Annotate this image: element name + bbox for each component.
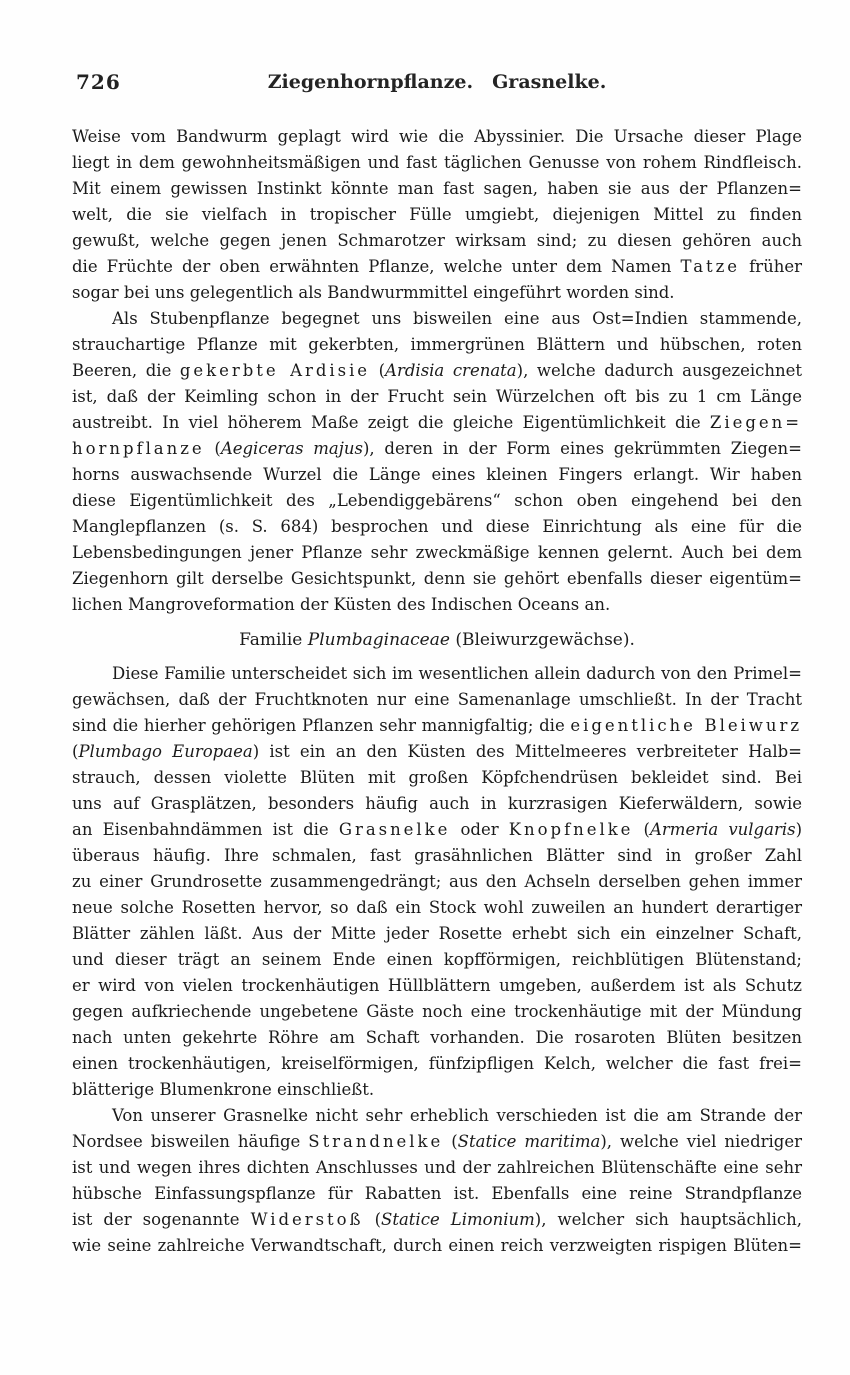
text-line [72,358,802,384]
body-text: ist, daß der Keimling schon in der Frucht sein Würzelchen oft bis zu 1 cm Länge [72,387,802,406]
body-text: hübsche Einfassungspflanze für Rabatten ist. Ebenfalls eine reine Strandpflanze [72,1184,802,1203]
body-text: ( [370,361,386,380]
running-head: Ziegenhornpflanze. Grasnelke. [267,71,607,93]
body-text: liegt in dem gewohnheitsmäßigen und fast täglichen Genusse von rohem Rindfleisch. [72,153,802,172]
page-header [72,70,802,98]
body-text: Beeren, die [72,361,180,380]
text-line [72,228,802,254]
body-text: Weise vom Bandwurm geplagt wird wie die Abyssinier. Die Ursache dieser Plage [72,127,802,146]
body-text: gewächsen, daß der Fruchtknoten nur eine Samenanlage umschließt. In der Tracht [72,690,802,709]
latin-term: Statice Limonium [381,1210,535,1229]
body-text: diese Eigentümlichkeit des „Lebendiggebärens“ schon oben eingehend bei den [72,491,802,510]
text-line [72,332,802,358]
emphasized-term: Grasnelke [338,820,451,839]
latin-term: Statice maritima [457,1132,601,1151]
body-text: früher [740,257,802,276]
body-text: strauchartige Pflanze mit gekerbten, immergrünen Blättern und hübschen, roten [72,335,802,354]
body-text: und dieser trägt an seinem Ende einen kopfförmigen, reichblütigen Blütenstand; [72,950,802,969]
body-text: blätterige Blumenkrone einschließt. [72,1080,375,1099]
text-line [72,202,802,228]
body-text: ( [633,820,650,839]
text-line [72,817,802,843]
body-text: ), welcher sich hauptsächlich, [534,1210,803,1229]
text-line [72,306,802,332]
body-text: welt, die sie vielfach in tropischer Fülle umgiebt, diejenigen Mittel zu finden [72,205,802,224]
body-text: einen trockenhäutigen, kreiselförmigen, fünfzipfligen Kelch, welcher die fast frei= [72,1054,802,1073]
body-text: ( [363,1210,382,1229]
body-text: ), welche dadurch ausgezeichnet [516,361,803,380]
latin-term: Plumbago Europaea [78,742,253,761]
body-text: wie seine zahlreiche Verwandtschaft, durch einen reich verzweigten rispigen Blüten= [72,1236,802,1255]
text-line [72,895,802,921]
emphasized-term: Ziegen= [709,413,802,432]
body-text: ) [795,820,803,839]
body-text: ( [443,1132,458,1151]
body-text: ist und wegen ihres dichten Anschlusses und der zahlreichen Blütenschäfte eine sehr [72,1158,802,1177]
text-line [72,791,802,817]
body-text: die Früchte der oben erwähnten Pflanze, welche unter dem Namen [72,257,681,276]
body-text: austreibt. In viel höherem Maße zeigt die gleiche Eigentümlichkeit die [72,413,710,432]
text-column [72,124,802,1259]
body-text: Ziegenhorn gilt derselbe Gesichtspunkt, denn sie gehört ebenfalls dieser eigentüm= [72,569,802,588]
text-line [72,739,802,765]
body-text: nach unten gekehrte Röhre am Schaft vorhanden. Die rosaroten Blüten besitzen [72,1028,802,1047]
text-line [72,661,802,687]
text-line [72,410,802,436]
paragraph [72,306,802,618]
text-line [72,1077,802,1103]
body-text: ist der sogenannte [72,1210,251,1229]
body-text: neue solche Rosetten hervor, so daß ein Stock wohl zuweilen an hundert derartiger [72,898,802,917]
text-line [72,973,802,999]
paragraph [72,124,802,306]
body-text: lichen Mangroveformation der Küsten des Indischen Oceans an. [72,595,611,614]
emphasized-term: Strandnelke [308,1132,444,1151]
text-line [72,999,802,1025]
text-line [72,436,802,462]
text-line [72,1207,802,1233]
text-line [72,1181,802,1207]
text-line [72,280,802,306]
text-line [72,176,802,202]
text-line [72,1129,802,1155]
page-number: 726 [76,70,121,94]
body-text: Blätter zählen läßt. Aus der Mitte jeder Rosette erhebt sich ein einzelner Schaft, [72,924,802,943]
latin-term: Plumbaginaceae [307,630,450,650]
body-text: ( [72,742,79,761]
body-text: Nordsee bisweilen häufige [72,1132,309,1151]
text-line [72,765,802,791]
emphasized-term: eigentliche Bleiwurz [570,716,803,735]
emphasized-term: hornpflanze [72,439,205,458]
body-text: zu einer Grundrosette zusammengedrängt; aus den Achseln derselben gehen immer [72,872,802,891]
text-line [72,592,802,618]
body-text: ( [204,439,221,458]
emphasized-term: Widerstoß [250,1210,364,1229]
body-text: Diese Familie unterscheidet sich im wesentlichen allein dadurch von den Primel= [112,664,802,683]
body-text: ) ist ein an den Küsten des Mittelmeeres verbreiteter Halb= [252,742,803,761]
latin-term: Ardisia crenata [385,361,517,380]
text-line [72,1103,802,1129]
body-text: Familie [239,630,308,650]
body-text: oder [450,820,509,839]
body-text: sogar bei uns gelegentlich als Bandwurmmittel eingeführt worden sind. [72,283,675,302]
text-line [72,150,802,176]
text-line [72,254,802,280]
emphasized-term: gekerbte Ardisie [179,361,371,380]
text-line [72,1025,802,1051]
body-text: uns auf Grasplätzen, besonders häufig auch in kurzrasigen Kieferwäldern, sowie [72,794,802,813]
emphasized-term: Tatze [680,257,740,276]
body-text: überaus häufig. Ihre schmalen, fast grasähnlichen Blätter sind in großer Zahl [72,846,802,865]
body-text: an Eisenbahndämmen ist die [72,820,339,839]
body-text: Manglepflanzen (s. S. 684) besprochen und diese Einrichtung als eine für die [72,517,802,536]
body-text: er wird von vielen trockenhäutigen Hüllblättern umgeben, außerdem ist als Schutz [72,976,802,995]
paragraph [72,661,802,1103]
text-line [72,540,802,566]
text-line [72,687,802,713]
text-line [72,1051,802,1077]
text-line [72,514,802,540]
text-line [72,947,802,973]
text-line [72,566,802,592]
body-text: gewußt, welche gegen jenen Schmarotzer wirksam sind; zu diesen gehören auch [72,231,802,250]
body-text: gegen aufkriechende ungebetene Gäste noch eine trockenhäutige mit der Mündung [72,1002,802,1021]
paragraph [72,1103,802,1259]
text-line [72,462,802,488]
body-text: sind die hierher gehörigen Pflanzen sehr mannigfaltig; die [72,716,571,735]
body-text: Von unserer Grasnelke nicht sehr erheblich verschieden ist die am Strande der [112,1106,802,1125]
text-line [72,384,802,410]
latin-term: Aegiceras majus [220,439,363,458]
text-line [72,124,802,150]
text-line [72,488,802,514]
body-text: Lebensbedingungen jener Pflanze sehr zweckmäßige kennen gelernt. Auch bei dem [72,543,802,562]
latin-term: Armeria vulgaris [650,820,796,839]
text-line [72,1155,802,1181]
text-line [72,921,802,947]
body-text: Als Stubenpflanze begegnet uns bisweilen eine aus Ost=Indien stammende, [112,309,802,328]
body-text: ), welche viel niedriger [600,1132,803,1151]
body-text: Mit einem gewissen Instinkt könnte man fast sagen, haben sie aus der Pflanzen= [72,179,802,198]
text-line [72,869,802,895]
body-text: horns auswachsende Wurzel die Länge eines kleinen Fingers erlangt. Wir haben [72,465,802,484]
body-text: ), deren in der Form eines gekrümmten Ziegen= [362,439,802,458]
section-heading [72,627,802,653]
text-line [72,713,802,739]
body-text: (Bleiwurzgewächse). [449,630,635,650]
text-line [72,843,802,869]
emphasized-term: Knopfnelke [508,820,634,839]
body-text: strauch, dessen violette Blüten mit großen Köpfchendrüsen bekleidet sind. Bei [72,768,802,787]
text-line [72,1233,802,1259]
